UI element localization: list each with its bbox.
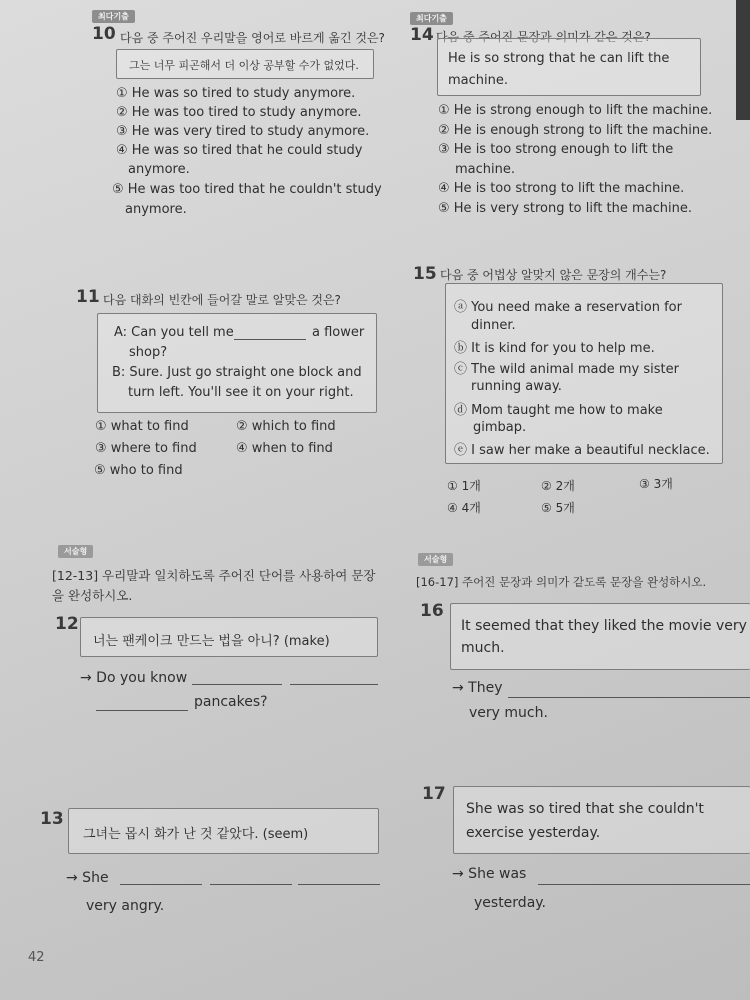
q14-badge: 최다기출: [410, 12, 453, 25]
q15-option-2[interactable]: ② 2개: [541, 479, 575, 493]
q10-option-5[interactable]: ⑤ He was too tired that he couldn't study: [112, 182, 382, 197]
q10-number: 10: [92, 24, 116, 44]
q15-item-d: ⓓ Mom taught me how to make: [454, 403, 663, 418]
q14-option-3[interactable]: ③ He is too strong enough to lift the: [438, 142, 674, 157]
q13-number: 13: [40, 809, 64, 829]
q11-dialog-b2: turn left. You'll see it on your right.: [128, 385, 354, 400]
q11-dialog-b1: B: Sure. Just go straight one block and: [112, 365, 362, 380]
page-edge: [736, 0, 750, 120]
q15-item-c: ⓒ The wild animal made my sister: [454, 362, 679, 377]
q12-answer-tail: pancakes?: [194, 694, 268, 710]
q11-dialog-a3: shop?: [129, 345, 168, 360]
q14-option-4[interactable]: ④ He is too strong to lift the machine.: [438, 181, 685, 196]
q15-items-box: [445, 283, 723, 464]
q15-option-1[interactable]: ① 1개: [447, 479, 481, 493]
q14-given-line1: He is so strong that he can lift the: [448, 51, 670, 66]
sec1617-instruction: [16-17] 주어진 문장과 의미가 같도록 문장을 완성하시오.: [416, 575, 707, 589]
q13-given-box: [68, 808, 379, 854]
sec1617-badge: 서술형: [418, 553, 453, 566]
q10-question: 다음 중 주어진 우리말을 영어로 바르게 옮긴 것은?: [120, 31, 385, 45]
q10-option-2[interactable]: ② He was too tired to study anymore.: [116, 105, 362, 120]
q14-given-box: [437, 38, 701, 96]
q11-dialog-a2: a flower: [312, 325, 365, 340]
q17-answer-tail: yesterday.: [474, 895, 547, 911]
q10-option-4-cont: anymore.: [128, 162, 190, 177]
q11-dialog-a1: A: Can you tell me: [114, 325, 234, 340]
q14-question: 다음 중 주어진 문장과 의미가 같은 것은?: [436, 30, 651, 44]
q11-option-4[interactable]: ④ when to find: [236, 441, 333, 456]
q15-option-4[interactable]: ④ 4개: [447, 501, 481, 515]
q12-blank-1[interactable]: [192, 684, 282, 685]
q12-blank-2[interactable]: [290, 684, 378, 685]
q12-blank-3[interactable]: [96, 710, 188, 711]
q15-item-c-cont: running away.: [471, 379, 562, 394]
q13-answer-tail: very angry.: [86, 898, 165, 914]
q11-dialog-box: [97, 313, 377, 413]
q12-answer-lead: → Do you know: [80, 670, 188, 686]
q12-number: 12: [55, 614, 79, 634]
q11-number: 11: [76, 287, 100, 307]
q10-given: 그는 너무 피곤해서 더 이상 공부할 수가 없었다.: [129, 59, 359, 72]
q16-answer-lead: → They: [452, 680, 503, 696]
q16-given-box: [450, 603, 750, 670]
q13-answer-lead: → She: [66, 870, 109, 886]
q15-number: 15: [413, 264, 437, 284]
q15-item-a: ⓐ You need make a reservation for: [454, 300, 682, 315]
q11-question: 다음 대화의 빈칸에 들어갈 말로 알맞은 것은?: [103, 293, 341, 307]
q13-given: 그녀는 몹시 화가 난 것 같았다. (seem): [83, 827, 309, 842]
q16-number: 16: [420, 601, 444, 621]
q14-option-3-cont: machine.: [455, 162, 515, 177]
q15-question: 다음 중 어법상 알맞지 않은 문장의 개수는?: [440, 268, 667, 282]
page-number: 42: [28, 950, 45, 965]
q15-item-a-cont: dinner.: [471, 318, 516, 333]
q17-given-line2: exercise yesterday.: [466, 825, 601, 841]
q14-number: 14: [410, 25, 434, 45]
sec1213-instruction-line1: [12-13] 우리말과 일치하도록 주어진 단어를 사용하여 문장: [52, 568, 376, 583]
q14-option-2[interactable]: ② He is enough strong to lift the machine.: [438, 123, 713, 138]
q15-item-d-cont: gimbap.: [473, 420, 527, 435]
q12-given: 너는 팬케이크 만드는 법을 아니? (make): [93, 634, 330, 649]
q11-option-5[interactable]: ⑤ who to find: [94, 463, 183, 478]
q17-given-box: [453, 786, 750, 854]
q17-blank[interactable]: [538, 884, 750, 885]
sec1213-instruction-line2: 을 완성하시오.: [52, 588, 133, 603]
q13-blank-1[interactable]: [120, 884, 202, 885]
q10-option-1[interactable]: ① He was so tired to study anymore.: [116, 86, 356, 101]
q16-given-line1: It seemed that they liked the movie very: [461, 618, 747, 634]
q10-given-box: [116, 49, 374, 79]
q14-option-1[interactable]: ① He is strong enough to lift the machine.: [438, 103, 713, 118]
q11-blank: [234, 339, 306, 340]
q13-blank-2[interactable]: [210, 884, 292, 885]
q12-given-box: [80, 617, 378, 657]
q17-number: 17: [422, 784, 446, 804]
q17-answer-lead: → She was: [452, 866, 527, 882]
q14-option-5[interactable]: ⑤ He is very strong to lift the machine.: [438, 201, 693, 216]
q11-option-1[interactable]: ① what to find: [95, 419, 189, 434]
q15-item-e: ⓔ I saw her make a beautiful necklace.: [454, 443, 710, 458]
q11-option-2[interactable]: ② which to find: [236, 419, 336, 434]
sec1213-badge: 서술형: [58, 545, 93, 558]
q10-option-5-cont: anymore.: [125, 202, 187, 217]
q17-given-line1: She was so tired that she couldn't: [466, 801, 704, 817]
q15-option-5[interactable]: ⑤ 5개: [541, 501, 575, 515]
q14-given-line2: machine.: [448, 73, 508, 88]
q16-blank[interactable]: [508, 697, 750, 698]
q15-item-b: ⓑ It is kind for you to help me.: [454, 341, 655, 356]
q16-answer-tail: very much.: [469, 705, 548, 721]
q11-option-3[interactable]: ③ where to find: [95, 441, 197, 456]
q15-option-3[interactable]: ③ 3개: [639, 477, 673, 491]
q10-option-4[interactable]: ④ He was so tired that he could study: [116, 143, 363, 158]
q16-given-line2: much.: [461, 640, 505, 656]
q10-badge: 최다기출: [92, 10, 135, 23]
q13-blank-3[interactable]: [298, 884, 380, 885]
q10-option-3[interactable]: ③ He was very tired to study anymore.: [116, 124, 370, 139]
